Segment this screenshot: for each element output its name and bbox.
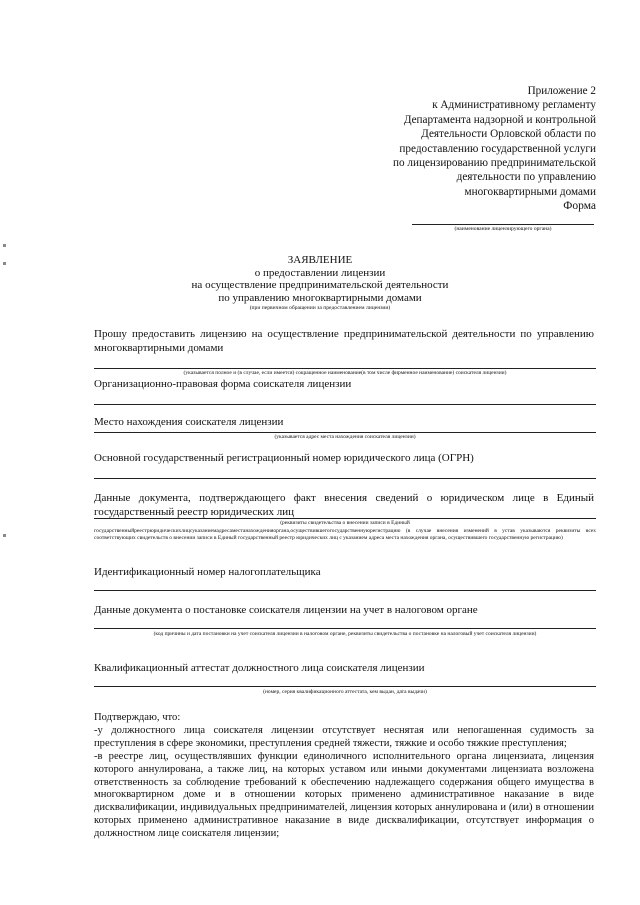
org-form-input-line[interactable] [94,404,596,405]
confirmation-section [94,712,594,841]
location-input-line[interactable] [94,432,596,433]
inn-input-line[interactable] [94,590,596,591]
confirm-item: -в реестре лиц, осуществлявших функции единоличного исполнительного органа лицензиата, лицензия которого аннулирована, а также лиц, на которых уставом или иными документами лицензиата возложена ответственность за соблюдение требований к обеспечению надлежащего содержания общего имущества в многоквартирном доме и в отношении которых применено административное наказание в виде дисквалификации, индивидуальных предпринимателей, лицензия которых аннулирована и (или) в отношении которых применено административное наказание в виде дисквалификации, отсутствует информация о должностном лице соискателя лицензии; [94,750,594,840]
attestat-label: Квалификационный аттестат должностного лица соискателя лицензии [94,662,425,674]
egrul-caption-2: государственныйреестрюридическихлицсуказаниемадресаместанахожденияоргана,осуществившегогосударственнуюрегистрацию (в случае внесения изменений в устав указываются реквизиты всех соответствующих свидетельств о внесении записи в Единый государственный реестр юридических лиц с указанием адреса места нахождения органа, осуществившего государственную регистрацию) [94,528,596,542]
attestat-caption: (номер, серия квалификационного аттестата, кем выдан, дата выдачи) [263,689,427,695]
egrul-label: Данные документа, подтверждающего факт внесения сведений о юридическом лице в Единый государственный реестр юридических лиц [94,492,594,518]
title-line: по управлению многоквартирными домами [218,291,422,304]
appendix-header [336,84,596,199]
ogrn-label: Основной государственный регистрационный номер юридического лица (ОГРН) [94,452,474,464]
organ-caption: (наименование лицензирующего органа) [454,226,552,232]
organ-input-line[interactable] [412,224,594,225]
appendix-line: Приложение 2 [527,85,596,97]
scan-mark [3,244,6,247]
request-text: Прошу предоставить лицензию на осуществление предпринимательской деятельности по управлению многоквартирными домами [94,328,594,354]
title-heading: ЗАЯВЛЕНИЕ [287,254,353,266]
appendix-line: к Административному регламенту [432,99,596,112]
name-input-line[interactable] [94,368,596,369]
appendix-line: предоставлению государственной услуги [399,142,596,155]
confirm-item: -у должностного лица соискателя лицензии отсутствует неснятая или непогашенная судимость за преступления в сфере экономики, преступления средней тяжести, тяжкие и особо тяжкие преступления; [94,724,594,749]
title-line: о предоставлении лицензии [254,266,386,279]
tax-caption: (код причины и дата постановки на учет соискателя лицензии в налоговом органе, реквизиты свидетельства о постановке на налоговый учет соискателя лицензии) [153,631,537,637]
appendix-line: Департамента надзорной и контрольной [403,113,596,126]
address-caption: (указывается адрес места нахождения соискателя лицензии) [274,434,416,440]
form-label: Форма [563,200,596,212]
egrul-input-line[interactable] [94,518,596,519]
tax-doc-input-line[interactable] [94,628,596,629]
inn-label: Идентификационный номер налогоплательщика [94,566,321,578]
appendix-line: Деятельности Орловской области по [421,128,596,141]
appendix-line: по лицензированию предпринимательской [393,157,596,170]
title-note: (при первичном обращении за предоставлением лицензии) [249,305,391,312]
attestat-input-line[interactable] [94,686,596,687]
appendix-line: деятельности по управлению [456,171,596,184]
org-form-label: Организационно-правовая форма соискателя лицензии [94,378,352,390]
title-line: на осуществление предпринимательской деятельности [191,279,449,292]
confirm-heading: Подтверждаю, что: [94,712,181,723]
location-label: Место нахождения соискателя лицензии [94,416,284,428]
name-caption: (указывается полное и (в случае, если имеется) сокращенное наименование(в том числе фирменное наименование) соискателя лицензии) [183,370,507,376]
ogrn-input-line[interactable] [94,478,596,479]
tax-doc-label: Данные документа о постановке соискателя лицензии на учет в налоговом органе [94,604,478,616]
scan-mark [3,534,6,537]
appendix-line: многоквартирными домами [464,185,596,198]
document-title [180,254,460,312]
egrul-caption-1: (реквизиты свидетельства о внесении записи в Единый [280,520,410,526]
scan-mark [3,262,6,265]
